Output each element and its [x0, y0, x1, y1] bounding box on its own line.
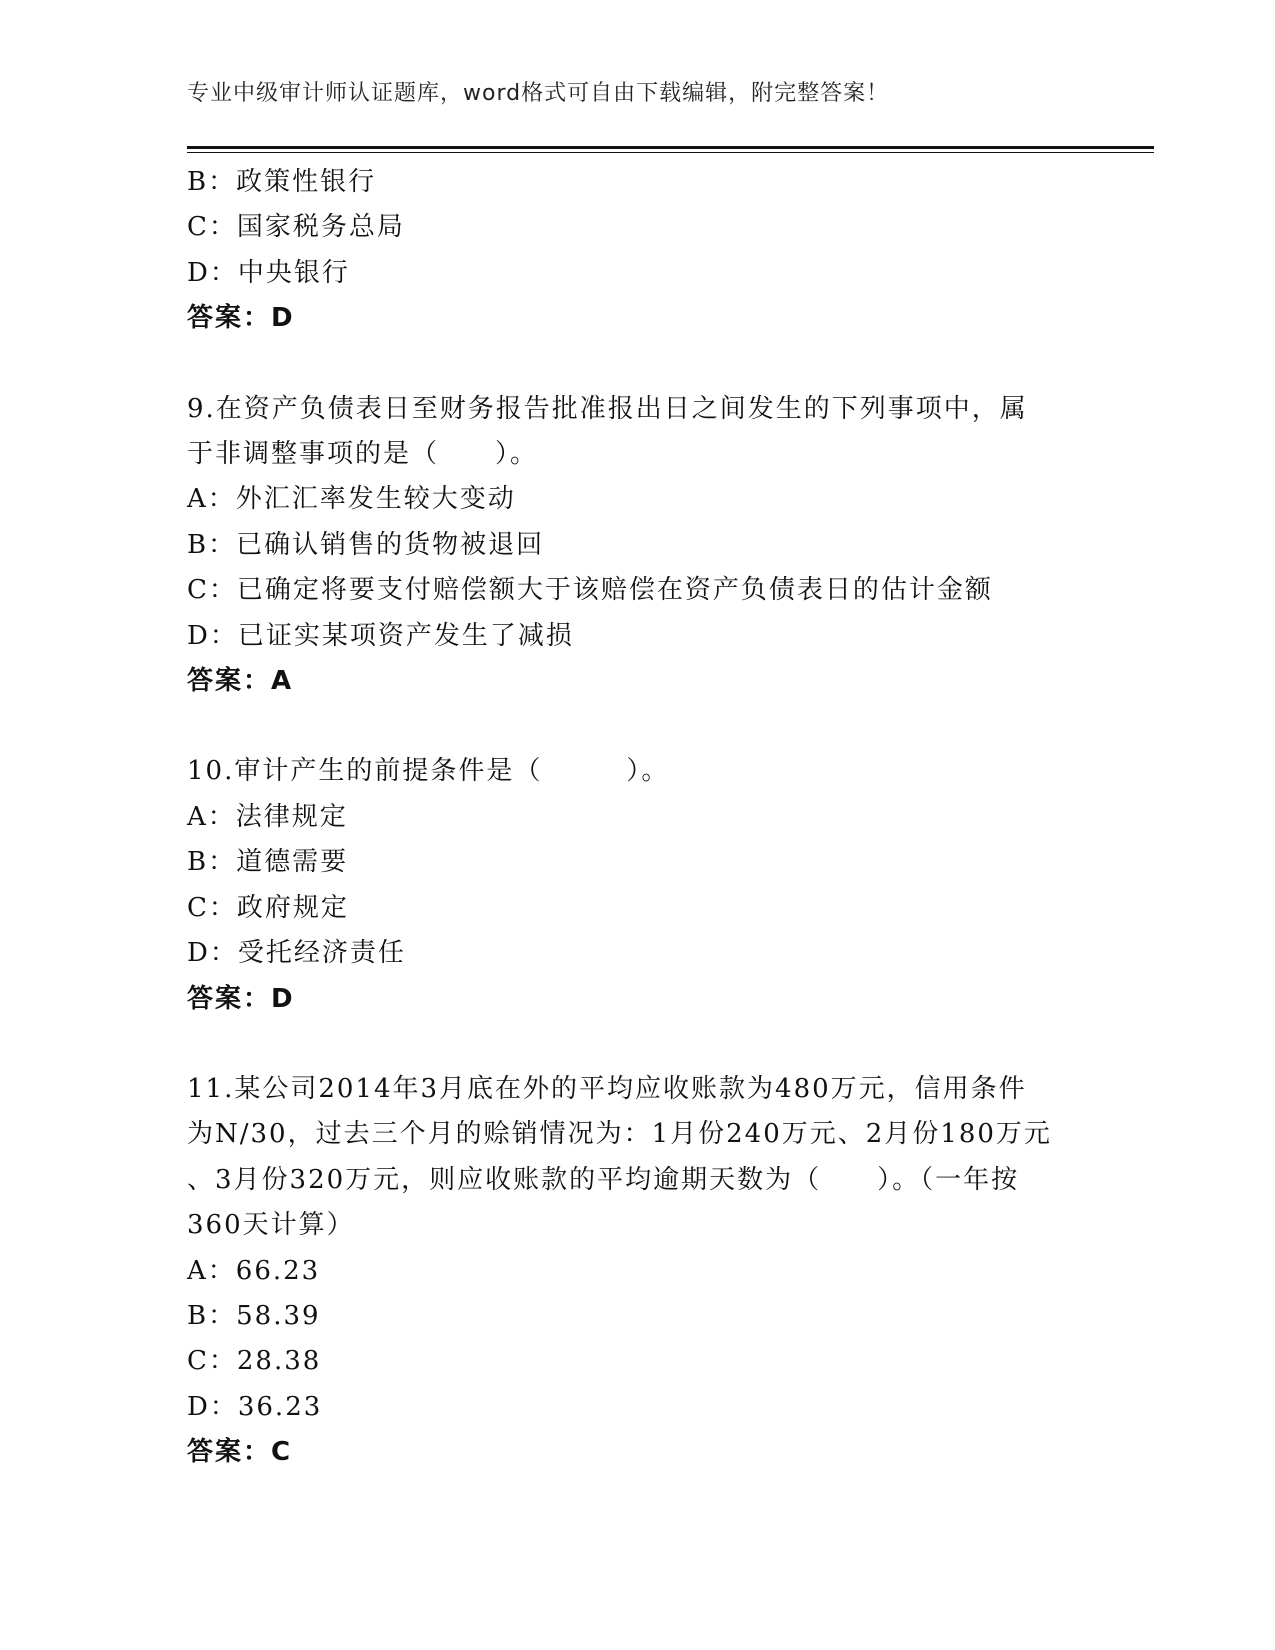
question-block-8: [187, 160, 1087, 342]
question-stem: 11.某公司2014年3月底在外的平均应收账款为480万元，信用条件: [187, 1073, 1027, 1104]
option-c: C：已确定将要支付赔偿额大于该赔偿在资产负债表日的估计金额: [187, 575, 993, 606]
question-block-11: [187, 1067, 1087, 1476]
option-a: A：法律规定: [187, 801, 348, 832]
answer-label: 答案：A: [187, 666, 294, 697]
spacer: [187, 342, 1087, 387]
spacer: [187, 704, 1087, 749]
answer-label: 答案：D: [187, 303, 295, 334]
spacer: [187, 1022, 1087, 1067]
question-block-9: [187, 387, 1087, 705]
option-b: B：政策性银行: [187, 167, 377, 197]
question-stem: 360天计算）: [187, 1210, 355, 1241]
question-stem: 于非调整事项的是（ ）。: [187, 439, 539, 470]
option-d: D：受托经济责任: [187, 938, 406, 969]
question-stem: 10.审计产生的前提条件是（ ）。: [187, 756, 670, 787]
header-rule-thin: [187, 152, 1154, 153]
option-b: B：已确认销售的货物被退回: [187, 529, 545, 560]
option-a: A：外汇汇率发生较大变动: [187, 484, 516, 515]
option-d: D：中央银行: [187, 257, 350, 288]
page-header: 专业中级审计师认证题库，word格式可自由下载编辑，附完整答案！: [187, 81, 890, 106]
question-stem: 、3月份320万元，则应收账款的平均逾期天数为（ ）。（一年按: [187, 1164, 1020, 1195]
answer-label: 答案：C: [187, 1437, 293, 1468]
answer-label: 答案：D: [187, 983, 295, 1014]
option-c: C：政府规定: [187, 892, 349, 923]
option-d: D：已证实某项资产发生了减损: [187, 620, 574, 651]
option-d: D：36.23: [187, 1391, 323, 1422]
option-b: B：58.39: [187, 1300, 321, 1331]
question-list: [187, 160, 1087, 1476]
option-b: B：道德需要: [187, 847, 349, 878]
option-c: C：28.38: [187, 1346, 322, 1377]
option-a: A：66.23: [187, 1255, 321, 1286]
question-block-10: [187, 749, 1087, 1021]
question-stem: 9.在资产负债表日至财务报告批准报出日之间发生的下列事项中，属: [187, 393, 1028, 424]
question-stem: 为N/30，过去三个月的赊销情况为：1月份240万元、2月份180万元: [187, 1119, 1052, 1150]
option-c: C：国家税务总局: [187, 212, 405, 243]
header-rule-thick: [187, 146, 1154, 149]
